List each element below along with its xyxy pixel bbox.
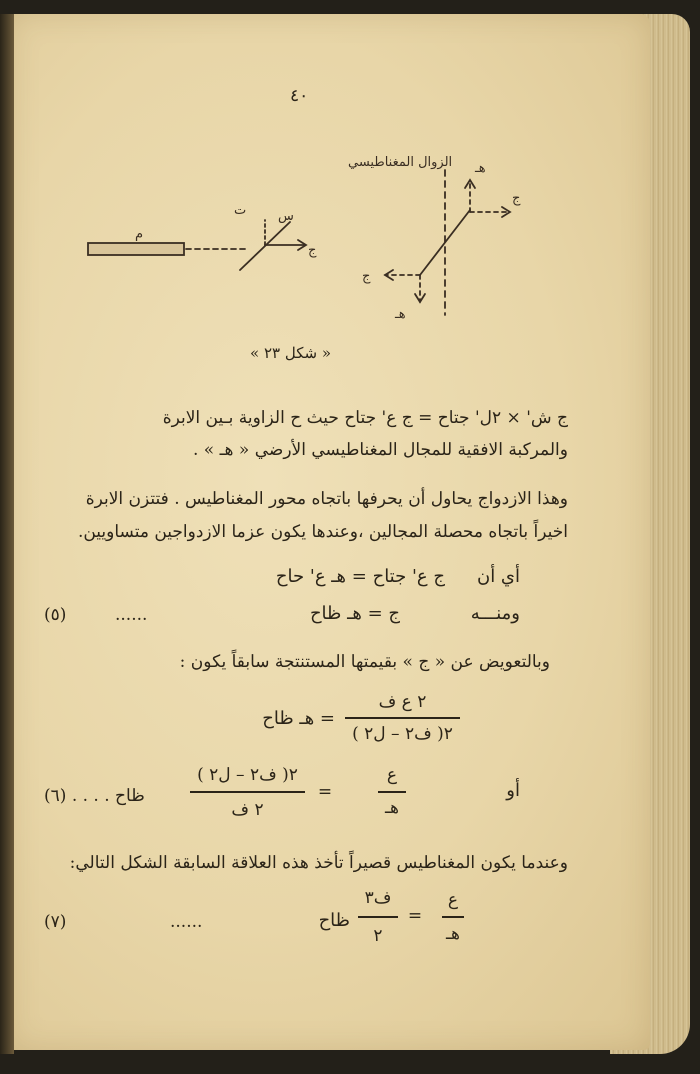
equation-7-lhs-denominator: هـ <box>446 924 460 944</box>
book-binding <box>0 14 14 1054</box>
equation-6-rhs-line <box>190 791 305 793</box>
paragraph-2: والمركبة الافقية للمجال المغناطيسي الأرضي « هـ » . <box>192 440 568 460</box>
equation-6-tail: ظاح . . . . (٦) <box>44 786 145 806</box>
paragraph-6: وعندما يكون المغناطيس قصيراً تأخذ هذه العلاقة السابقة الشكل التالي: <box>69 853 568 873</box>
equation-7-rhs-line <box>358 916 398 918</box>
equation-6-rhs-denominator: ٢ ف <box>231 800 264 820</box>
figure-label-s: س <box>278 209 294 224</box>
equation-a-prefix: أي أن <box>476 566 520 587</box>
equation-6-equals: = <box>317 782 333 802</box>
figure-caption: « شكل ٢٣ » <box>250 344 332 362</box>
page-number: ٤٠ <box>290 86 309 106</box>
bar-magnet <box>88 243 184 255</box>
figure-label-m: م <box>135 227 144 242</box>
figure-23 <box>80 150 540 330</box>
equation-c-numerator: ٢ ع ف <box>378 692 427 712</box>
figure-label-field: الزوال المغناطيسي <box>348 155 453 170</box>
equation-5-number: (٥) <box>44 605 67 625</box>
equation-a: ج ع' جتاح = هـ ع' حاح <box>275 566 445 587</box>
figure-label-j-mid: ج <box>308 243 317 258</box>
figure-label-h-bottom: هـ <box>395 307 406 322</box>
figure-label-h-top: هـ <box>475 161 486 176</box>
equation-7-equals: = <box>407 906 423 926</box>
equation-6-rhs-numerator: ( ف٢ – ل٢ )٢ <box>197 765 298 785</box>
equation-6-lhs-line <box>378 791 406 793</box>
equation-c-denominator: ( ف٢ – ل٢ )٢ <box>352 724 453 744</box>
equation-c-fraction-line <box>345 717 460 719</box>
equation-6-prefix: أو <box>506 780 520 801</box>
equation-7-tail: ظاح <box>318 910 350 931</box>
equation-b-prefix: ومنـــه <box>470 603 520 624</box>
equation-7-lhs-line <box>442 916 464 918</box>
equation-b: ج = هـ ظاح <box>309 603 400 624</box>
equation-6-lhs-numerator: ع <box>386 765 398 785</box>
equation-7-rhs-numerator: ف٣ <box>364 888 392 908</box>
equation-5-dots: ...... <box>115 605 148 625</box>
paragraph-5: وبالتعويض عن « ج » بقيمتها المستنتجة سابقاً يكون : <box>179 652 550 672</box>
paragraph-4: اخيراً باتجاه محصلة المجالين ،وعندها يكون عزما الازدواجين متساويين. <box>77 522 568 542</box>
equation-6-lhs-denominator: هـ <box>385 798 399 818</box>
equation-7-lhs-numerator: ع <box>447 890 459 910</box>
figure-label-j-left: ج <box>362 269 371 284</box>
figure-label-j-right: ج <box>512 191 521 206</box>
paragraph-3: وهذا الازدواج يحاول أن يحرفها باتجاه محور المغناطيس . فتتزن الابرة <box>85 489 568 509</box>
equation-7-dots: ...... <box>170 912 203 932</box>
paragraph-1: ج ش' × ٢ل' جتاح = ج ع' جتاح حيث ح الزاوية بـين الابرة <box>162 408 568 428</box>
equation-7-rhs-denominator: ٢ <box>373 926 383 946</box>
figure-label-t: ت <box>234 203 247 218</box>
equation-7-number: (٧) <box>44 912 67 932</box>
equation-c-rhs: = هـ ظاح <box>262 708 335 729</box>
